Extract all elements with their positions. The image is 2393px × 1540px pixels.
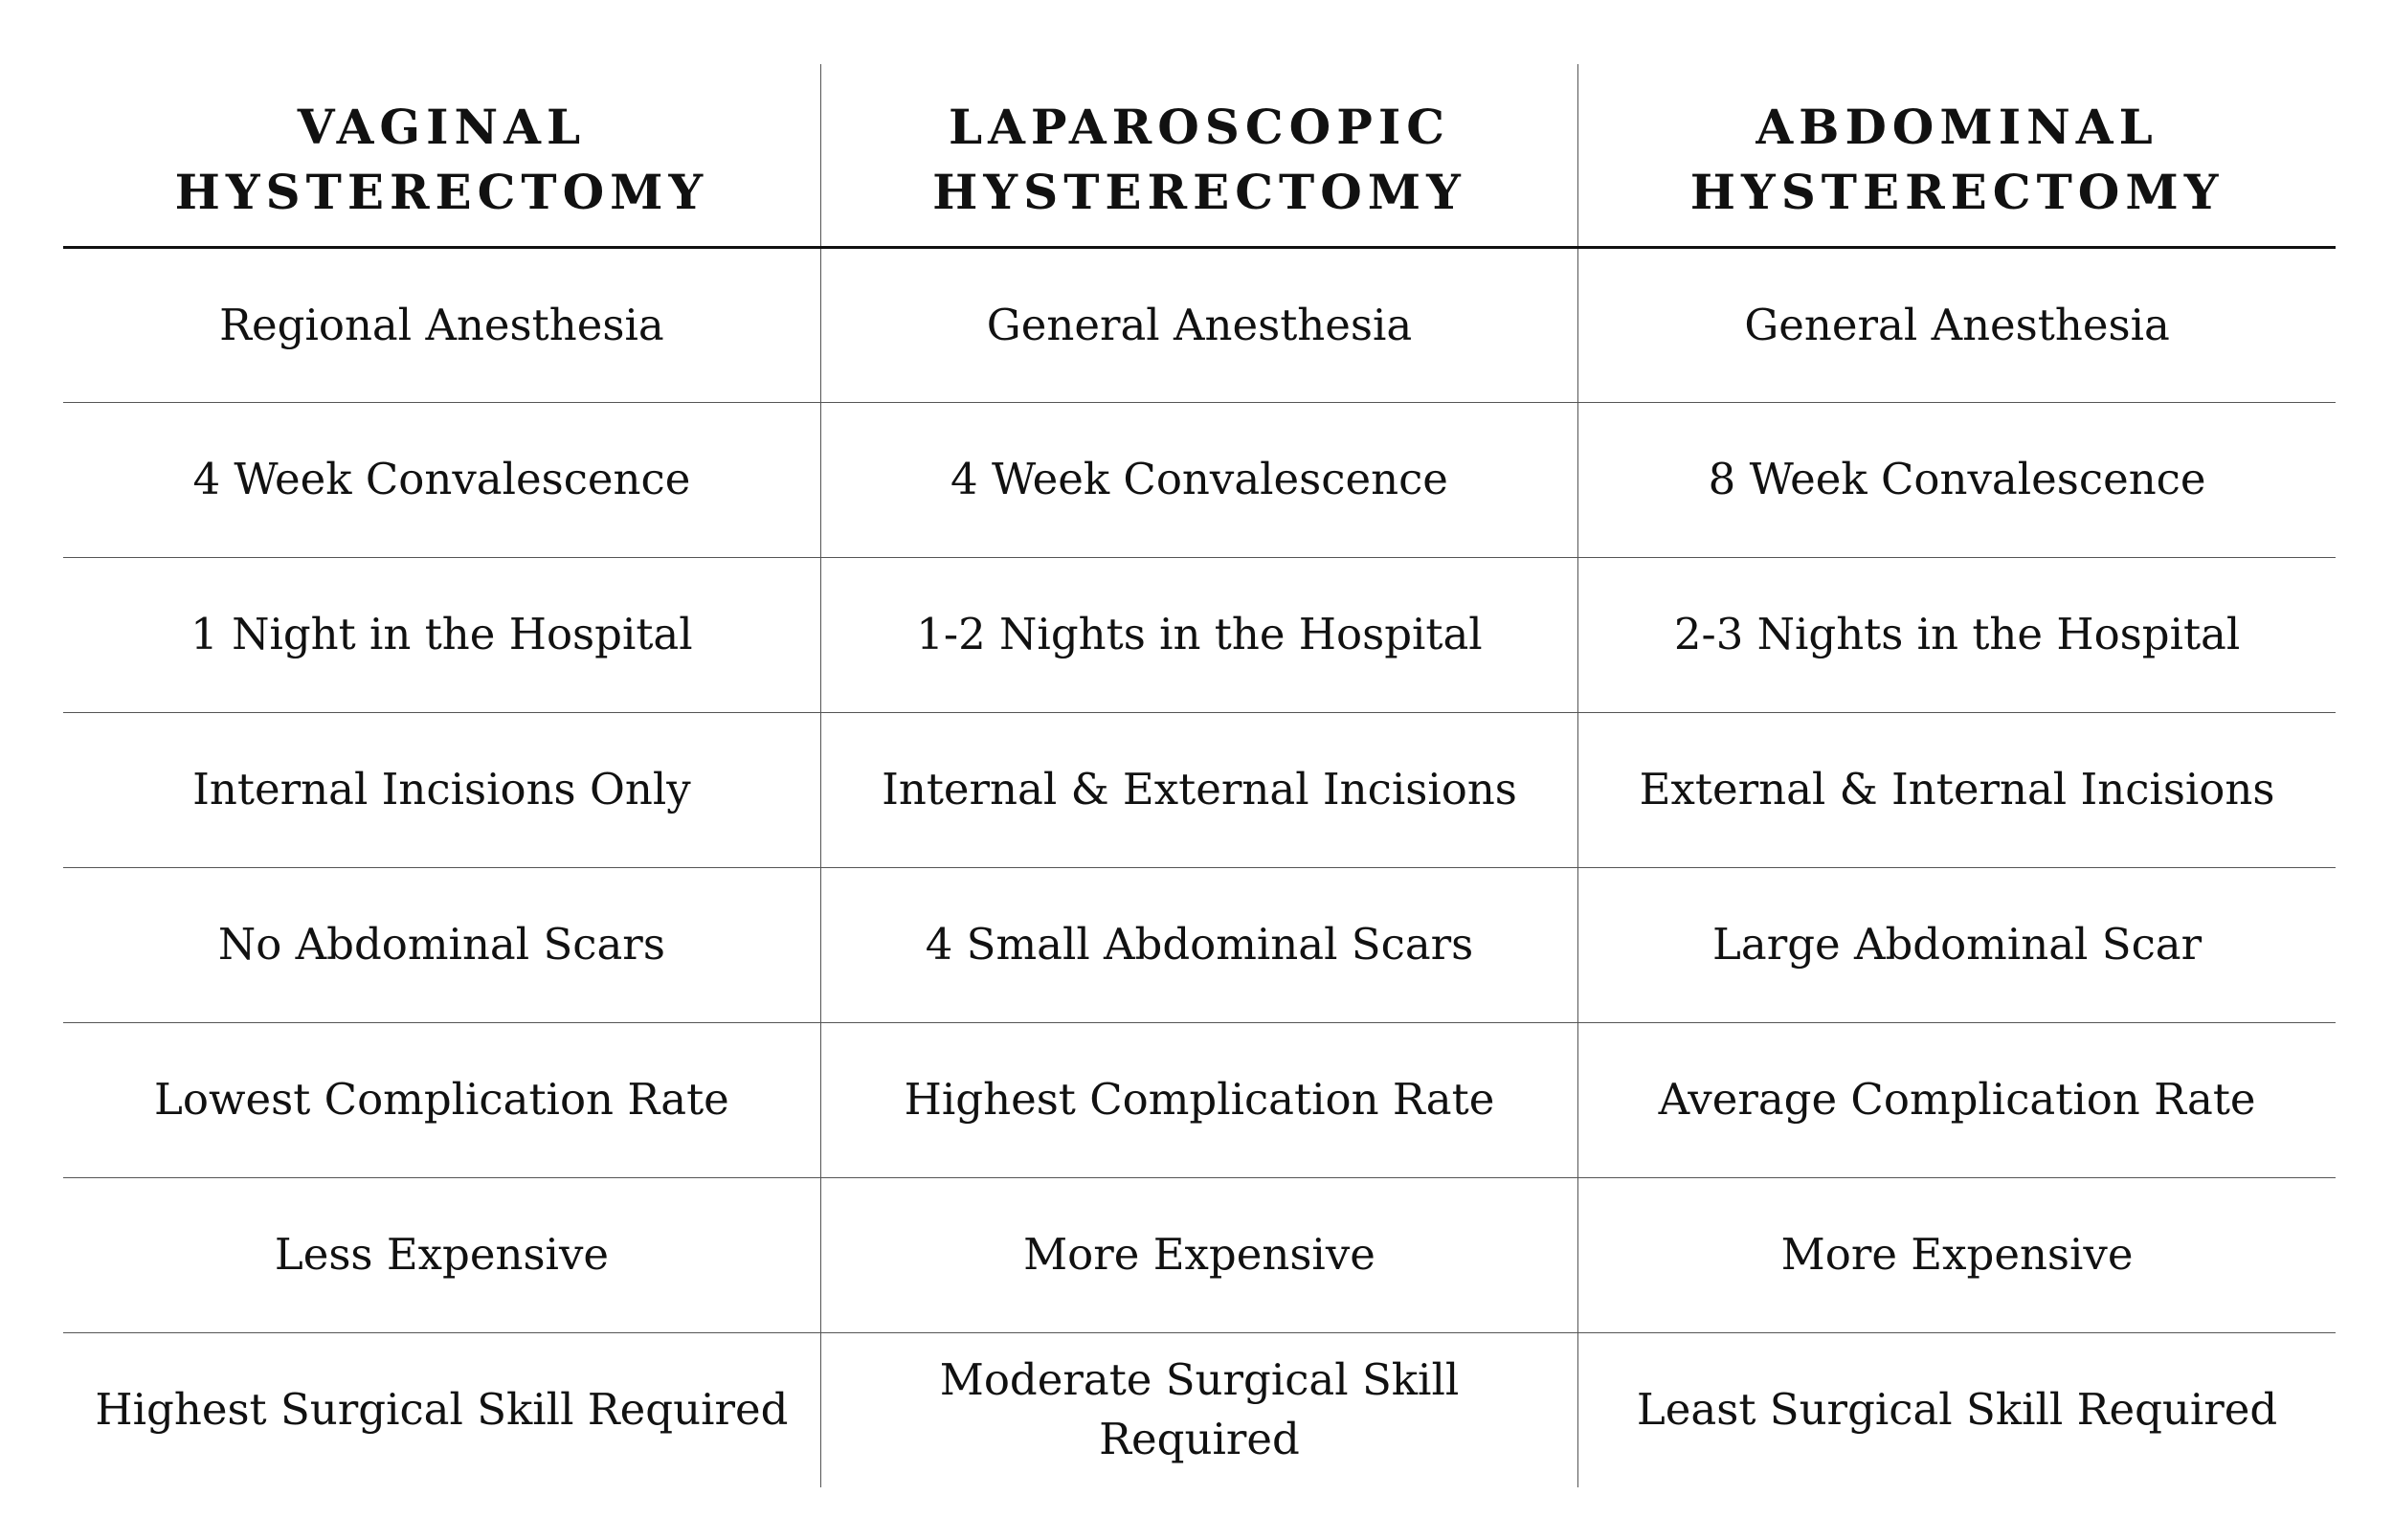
header-laparoscopic-hysterectomy: LAPAROSCOPIC HYSTERECTOMY: [820, 64, 1577, 247]
table-cell: Large Abdominal Scar: [1578, 867, 2336, 1022]
table-cell: Internal & External Incisions: [820, 712, 1577, 867]
table-row-cost: [63, 1177, 2336, 1332]
header-abdominal-hysterectomy: ABDOMINAL HYSTERECTOMY: [1578, 64, 2336, 247]
table-cell: External & Internal Incisions: [1578, 712, 2336, 867]
table-row-complication-rate: [63, 1022, 2336, 1177]
table-cell: Lowest Complication Rate: [63, 1022, 820, 1177]
table-cell: 4 Small Abdominal Scars: [820, 867, 1577, 1022]
comparison-table-container: [63, 64, 2336, 1487]
table-cell: 1 Night in the Hospital: [63, 557, 820, 712]
table-row-surgical-skill: [63, 1332, 2336, 1487]
table-cell: More Expensive: [1578, 1177, 2336, 1332]
table-cell: 1-2 Nights in the Hospital: [820, 557, 1577, 712]
table-row-anesthesia: [63, 247, 2336, 402]
table-cell: Regional Anesthesia: [219, 299, 664, 350]
table-cell: More Expensive: [820, 1177, 1577, 1332]
table-cell: Moderate Surgical Skill Required: [820, 1332, 1577, 1487]
table-row-convalescence: [63, 402, 2336, 557]
table-cell: 4 Week Convalescence: [820, 402, 1577, 557]
table-row-hospital-stay: [63, 557, 2336, 712]
table-cell: Internal Incisions Only: [63, 712, 820, 867]
header-vaginal-hysterectomy: VAGINAL HYSTERECTOMY: [63, 64, 820, 247]
table-cell: Highest Surgical Skill Required: [63, 1332, 820, 1487]
table-cell: 8 Week Convalescence: [1578, 402, 2336, 557]
table-cell: General Anesthesia: [1578, 247, 2336, 402]
table-cell: Less Expensive: [63, 1177, 820, 1332]
table-cell: General Anesthesia: [820, 247, 1577, 402]
table-cell: Average Complication Rate: [1578, 1022, 2336, 1177]
hysterectomy-comparison-table: [63, 64, 2336, 1487]
table-row-incisions: [63, 712, 2336, 867]
table-cell: 2-3 Nights in the Hospital: [1578, 557, 2336, 712]
table-cell: 4 Week Convalescence: [63, 402, 820, 557]
table-cell: Highest Complication Rate: [820, 1022, 1577, 1177]
table-header-row: [63, 64, 2336, 247]
table-row-scars: [63, 867, 2336, 1022]
table-cell: Least Surgical Skill Required: [1578, 1332, 2336, 1487]
table-cell: No Abdominal Scars: [63, 867, 820, 1022]
